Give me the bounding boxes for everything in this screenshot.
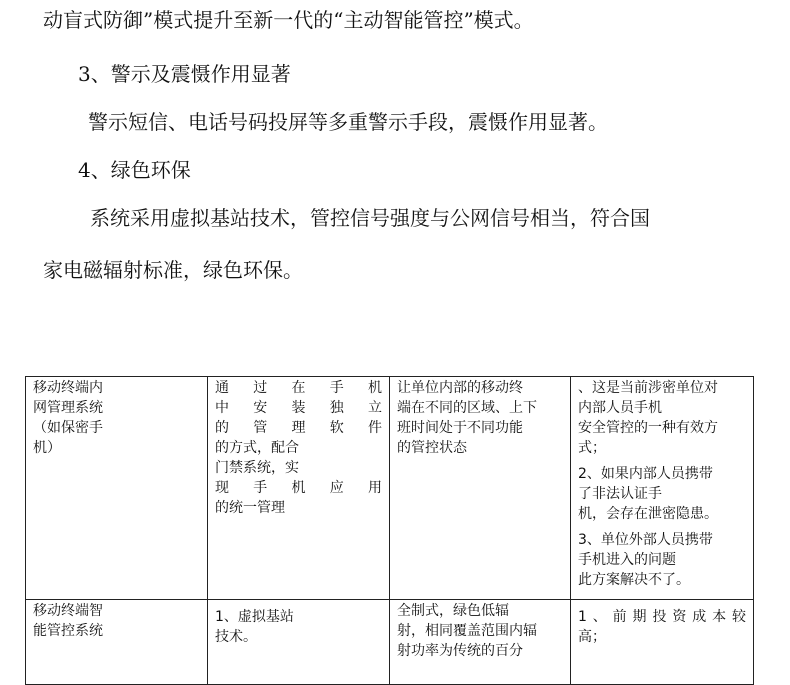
cell-line: 中安装独立 xyxy=(215,400,382,416)
table-row xyxy=(26,600,754,685)
cell-line: 手机进入的问题 xyxy=(578,552,676,568)
cell-line: （如保密手 xyxy=(33,420,103,436)
cell-line: 门禁系统，实 xyxy=(215,460,299,476)
cell-line: 让单位内部的移动终 xyxy=(397,380,523,396)
cell-line: 移动终端智 xyxy=(33,603,103,619)
cell-line: 射，相同覆盖范围内辐 xyxy=(397,623,537,639)
cell-line: 机，会存在泄密隐患。 xyxy=(578,506,718,522)
paragraph-intro-tail: 动盲式防御”模式提升至新一代的“主动智能管控”模式。 xyxy=(43,8,534,32)
cell-line: 1、前期投资成本较 xyxy=(578,609,746,625)
cell-line: 的管控状态 xyxy=(397,440,467,456)
cell-line: 能管控系统 xyxy=(33,623,103,639)
cell-implementation xyxy=(208,377,390,600)
cell-line: 通过在手机 xyxy=(215,380,382,396)
cell-line: 的方式，配合 xyxy=(215,440,299,456)
comparison-table xyxy=(25,376,754,685)
cell-line: 移动终端内 xyxy=(33,380,103,396)
cell-line: 此方案解决不了。 xyxy=(578,572,690,588)
cell-line: 、这是当前涉密单位对 xyxy=(578,380,718,396)
cell-line: 3、单位外部人员携带 xyxy=(578,532,713,548)
cell-line: 1、虚拟基站 xyxy=(215,609,294,625)
cell-implementation xyxy=(208,600,390,685)
cell-line: 2、如果内部人员携带 xyxy=(578,466,713,482)
heading-warning-deterrence: 3、警示及震慑作用显著 xyxy=(78,62,291,86)
cell-line: 全制式，绿色低辐 xyxy=(397,603,509,619)
cell-line: 机） xyxy=(33,440,61,456)
cell-line: 现手机应用 xyxy=(215,480,382,496)
cell-notes xyxy=(571,600,754,685)
cell-line: 式； xyxy=(578,440,606,456)
cell-line: 网管理系统 xyxy=(33,400,103,416)
cell-line: 内部人员手机 xyxy=(578,400,662,416)
cell-line: 班时间处于不同功能 xyxy=(397,420,523,436)
cell-line: 高； xyxy=(578,629,606,645)
cell-line: 技术。 xyxy=(215,629,257,645)
paragraph-green-eco-line2: 家电磁辐射标准，绿色环保。 xyxy=(43,258,303,282)
paragraph-warning-deterrence: 警示短信、电话号码投屏等多重警示手段，震慑作用显著。 xyxy=(88,110,608,134)
cell-notes xyxy=(571,377,754,600)
cell-line: 的管理软件 xyxy=(215,420,382,436)
cell-line: 了非法认证手 xyxy=(578,486,662,502)
cell-system-name xyxy=(26,600,208,685)
paragraph-green-eco-line1: 系统采用虚拟基站技术，管控信号强度与公网信号相当，符合国 xyxy=(90,206,650,230)
cell-effect xyxy=(390,600,571,685)
cell-line: 端在不同的区域、上下 xyxy=(397,400,537,416)
heading-green-eco: 4、绿色环保 xyxy=(78,158,191,182)
table-row xyxy=(26,377,754,600)
cell-line: 射功率为传统的百分 xyxy=(397,643,523,659)
cell-line: 安全管控的一种有效方 xyxy=(578,420,718,436)
cell-effect xyxy=(390,377,571,600)
cell-system-name xyxy=(26,377,208,600)
cell-line: 的统一管理 xyxy=(215,500,285,516)
